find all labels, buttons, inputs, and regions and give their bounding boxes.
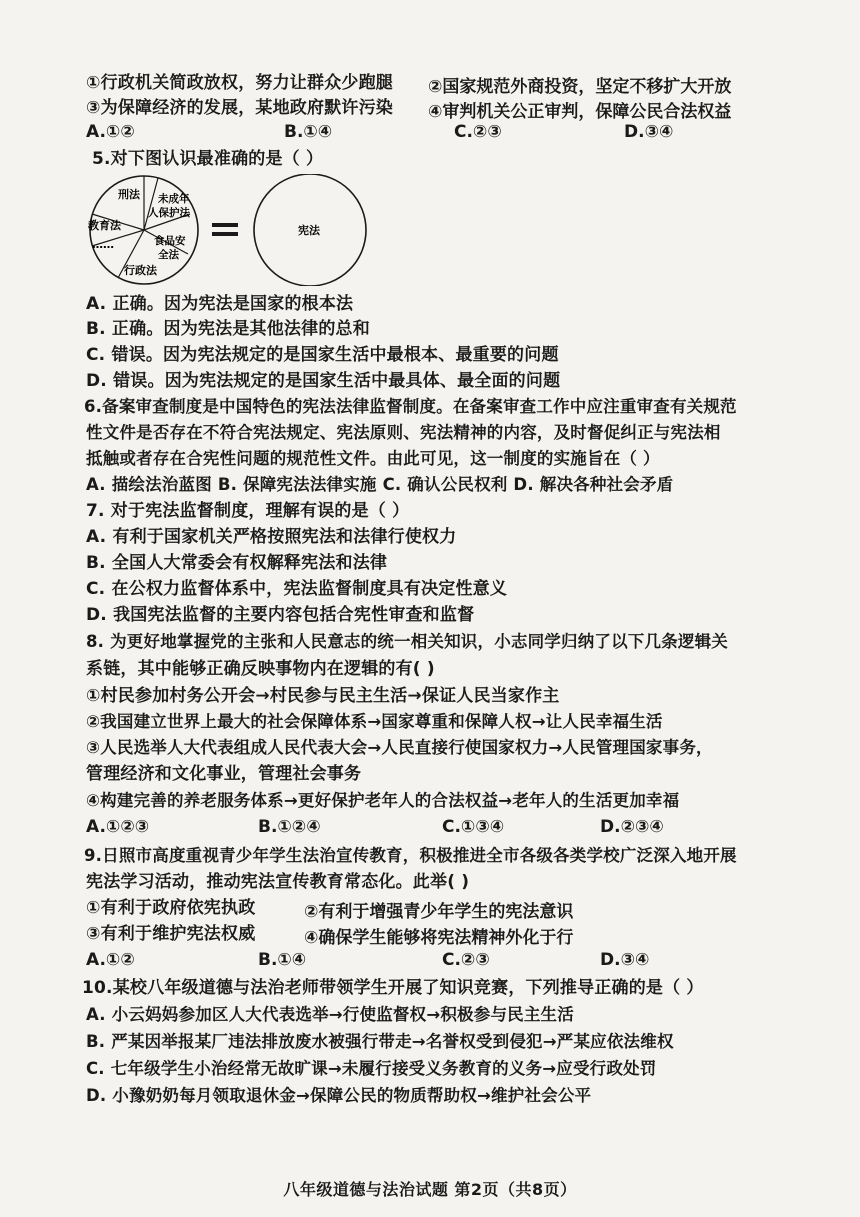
- pie-label-criminal-law: 刑法: [118, 188, 140, 201]
- q9-option-b: B.①④: [258, 950, 307, 970]
- q8-statement-4: ④构建完善的养老服务体系→更好保护老年人的合法权益→老年人的生活更加幸福: [86, 791, 680, 810]
- q8-statement-1: ①村民参加村务公开会→村民参与民主生活→保证人民当家作主: [86, 686, 560, 706]
- q6-line-1: 6.备案审查制度是中国特色的宪法法律监督制度。在备案审查工作中应注重审查有关规范: [84, 397, 737, 416]
- page-footer: 八年级道德与法治试题 第2页（共8页）: [283, 1180, 577, 1199]
- q6-line-3: 抵触或者存在合宪性问题的规范性文件。由此可见，这一制度的实施旨在（ ）: [86, 449, 660, 468]
- q4-statement-4: ④审判机关公正审判，保障公民合法权益: [428, 102, 732, 122]
- q8-statement-3b: 管理经济和文化事业，管理社会事务: [86, 764, 362, 784]
- q9-line-2: 宪法学习活动，推动宪法宣传教育常态化。此举( ): [86, 872, 470, 892]
- q4-option-c: C.②③: [454, 122, 502, 142]
- q5-option-d: D. 错误。因为宪法规定的是国家生活中最具体、最全面的问题: [86, 371, 561, 391]
- q5-diagram: [84, 174, 384, 286]
- q9-statement-3: ③有利于维护宪法权威: [86, 924, 256, 944]
- q8-line-1: 8. 为更好地掌握党的主张和人民意志的统一相关知识，小志同学归纳了以下几条逻辑关: [86, 632, 728, 651]
- pie-label-ellipsis: ……: [92, 238, 114, 251]
- q8-option-c: C.①③④: [442, 817, 505, 837]
- q9-line-1: 9.日照市高度重视青少年学生法治宣传教育，积极推进全市各级各类学校广泛深入地开展: [84, 846, 737, 865]
- q9-statement-4: ④确保学生能够将宪法精神外化于行: [304, 928, 574, 948]
- q6-line-2: 性文件是否存在不符合宪法规定、宪法原则、宪法精神的内容，及时督促纠正与宪法相: [86, 423, 721, 442]
- q7-option-b: B. 全国人大常委会有权解释宪法和法律: [86, 553, 388, 573]
- q10-option-d: D. 小豫奶奶每月领取退休金→保障公民的物质帮助权→维护社会公平: [86, 1086, 592, 1105]
- q8-statement-3a: ③人民选举人大代表组成人民代表大会→人民直接行使国家权力→人民管理国家事务，: [86, 738, 713, 757]
- q9-statement-2: ②有利于增强青少年学生的宪法意识: [304, 902, 574, 922]
- q5-option-a: A. 正确。因为宪法是国家的根本法: [86, 294, 354, 314]
- pie-label-minor-1: 未成年: [158, 193, 190, 205]
- q9-statement-1: ①有利于政府依宪执政: [86, 898, 256, 918]
- q4-statement-2: ②国家规范外商投资，坚定不移扩大开放: [428, 77, 732, 97]
- q7-option-a: A. 有利于国家机关严格按照宪法和法律行使权力: [86, 527, 457, 547]
- q9-option-c: C.②③: [442, 950, 490, 970]
- pie-label-education-law: 教育法: [88, 219, 121, 232]
- equals-sign-top: [212, 223, 238, 227]
- q7-option-c: C. 在公权力监督体系中，宪法监督制度具有决定性意义: [86, 579, 508, 599]
- q7-option-d: D. 我国宪法监督的主要内容包括合宪性审查和监督: [86, 605, 475, 625]
- pie-label-food-2: 全法: [158, 249, 179, 261]
- q8-statement-2: ②我国建立世界上最大的社会保障体系→国家尊重和保障人权→让人民幸福生活: [86, 712, 663, 731]
- q8-option-a: A.①②③: [86, 817, 150, 837]
- q8-option-d: D.②③④: [600, 817, 664, 837]
- pie-label-minor-2: 人保护法: [148, 207, 190, 219]
- q10-option-a: A. 小云妈妈参加区人大代表选举→行使监督权→积极参与民主生活: [86, 1005, 574, 1024]
- q4-statement-3: ③为保障经济的发展，某地政府默许污染: [86, 98, 393, 118]
- q8-option-b: B.①②④: [258, 817, 321, 837]
- q6-options: A. 描绘法治蓝图 B. 保障宪法法律实施 C. 确认公民权利 D. 解决各种社会矛盾: [86, 475, 674, 494]
- q10-option-c: C. 七年级学生小治经常无故旷课→未履行接受义务教育的义务→应受行政处罚: [86, 1059, 657, 1078]
- q5-option-b: B. 正确。因为宪法是其他法律的总和: [86, 319, 370, 339]
- pie-label-admin-law: 行政法: [124, 264, 157, 277]
- q7-stem: 7. 对于宪法监督制度，理解有误的是（ ）: [86, 501, 410, 521]
- q5-option-c: C. 错误。因为宪法规定的是国家生活中最根本、最重要的问题: [86, 345, 559, 365]
- q4-option-d: D.③④: [624, 122, 674, 142]
- constitution-label: 宪法: [298, 224, 320, 237]
- q9-option-a: A.①②: [86, 950, 135, 970]
- q5-stem: 5.对下图认识最准确的是（ ）: [92, 149, 324, 169]
- equals-sign-bottom: [212, 232, 238, 236]
- q8-line-2: 系链，其中能够正确反映事物内在逻辑的有( ): [86, 659, 435, 679]
- q10-stem: 10.某校八年级道德与法治老师带领学生开展了知识竞赛，下列推导正确的是（ ）: [82, 978, 704, 998]
- q9-option-d: D.③④: [600, 950, 650, 970]
- q10-option-b: B. 严某因举报某厂违法排放废水被强行带走→名誉权受到侵犯→严某应依法维权: [86, 1032, 674, 1051]
- q4-option-a: A.①②: [86, 122, 135, 142]
- q4-statement-1: ①行政机关简政放权，努力让群众少跑腿: [86, 73, 393, 93]
- pie-label-food-1: 食品安: [154, 235, 186, 247]
- q4-option-b: B.①④: [284, 122, 333, 142]
